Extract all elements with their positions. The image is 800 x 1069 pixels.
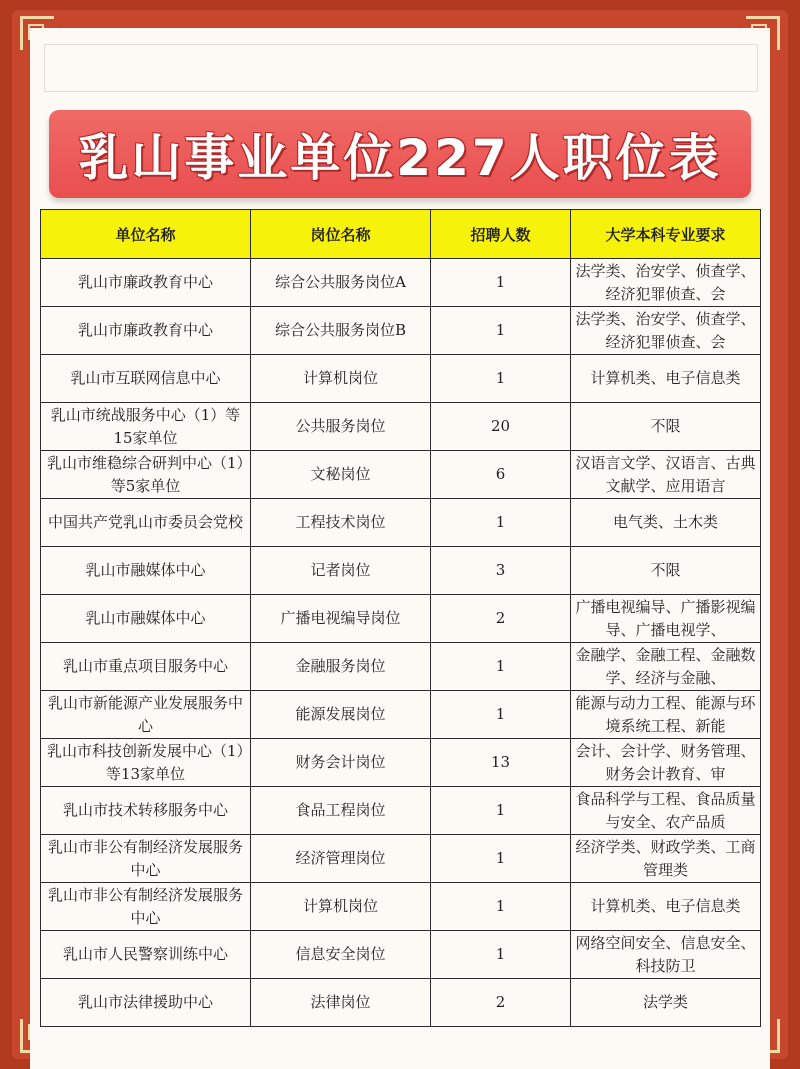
table-row: [41, 451, 761, 499]
cell-major: 计算机类、电子信息类: [571, 355, 761, 403]
cell-count: 1: [431, 835, 571, 883]
cell-unit: 乳山市人民警察训练中心: [41, 931, 251, 979]
cell-major: 电气类、土木类: [571, 499, 761, 547]
cell-count: 1: [431, 355, 571, 403]
table-row: [41, 835, 761, 883]
header-unit: 单位名称: [41, 210, 251, 259]
cell-post: 文秘岗位: [251, 451, 431, 499]
cell-post: 食品工程岗位: [251, 787, 431, 835]
cell-post: 能源发展岗位: [251, 691, 431, 739]
cell-unit: 乳山市互联网信息中心: [41, 355, 251, 403]
cell-post: 财务会计岗位: [251, 739, 431, 787]
table-row: [41, 979, 761, 1027]
cell-count: 6: [431, 451, 571, 499]
cell-major: 法学类、治安学、侦查学、经济犯罪侦查、会: [571, 307, 761, 355]
cell-unit: 乳山市法律援助中心: [41, 979, 251, 1027]
cell-unit: 乳山市非公有制经济发展服务中心: [41, 835, 251, 883]
cell-major: 不限: [571, 547, 761, 595]
cell-post: 工程技术岗位: [251, 499, 431, 547]
table-row: [41, 739, 761, 787]
cell-major: 食品科学与工程、食品质量与安全、农产品质: [571, 787, 761, 835]
cell-unit: 乳山市维稳综合研判中心（1）等5家单位: [41, 451, 251, 499]
cell-major: 汉语言文学、汉语言、古典文献学、应用语言: [571, 451, 761, 499]
cell-post: 法律岗位: [251, 979, 431, 1027]
cell-unit: 乳山市融媒体中心: [41, 595, 251, 643]
table-row: [41, 931, 761, 979]
cell-major: 经济学类、财政学类、工商管理类: [571, 835, 761, 883]
cell-count: 1: [431, 259, 571, 307]
table-row: [41, 595, 761, 643]
cell-count: 1: [431, 307, 571, 355]
cell-post: 计算机岗位: [251, 355, 431, 403]
cell-count: 1: [431, 499, 571, 547]
cell-count: 1: [431, 787, 571, 835]
cell-count: 3: [431, 547, 571, 595]
cell-major: 网络空间安全、信息安全、科技防卫: [571, 931, 761, 979]
table-row: [41, 259, 761, 307]
table-row: [41, 547, 761, 595]
table-row: [41, 643, 761, 691]
cell-count: 20: [431, 403, 571, 451]
table-row: [41, 403, 761, 451]
title-banner: [49, 110, 751, 198]
cell-post: 综合公共服务岗位A: [251, 259, 431, 307]
cell-major: 广播电视编导、广播影视编导、广播电视学、: [571, 595, 761, 643]
table-row: [41, 883, 761, 931]
table-row: [41, 307, 761, 355]
table-header-row: [41, 210, 761, 259]
cell-post: 广播电视编导岗位: [251, 595, 431, 643]
cell-post: 公共服务岗位: [251, 403, 431, 451]
cell-count: 2: [431, 595, 571, 643]
cell-count: 1: [431, 883, 571, 931]
cell-unit: 乳山市廉政教育中心: [41, 307, 251, 355]
cell-major: 不限: [571, 403, 761, 451]
cell-post: 经济管理岗位: [251, 835, 431, 883]
cell-major: 法学类、治安学、侦查学、经济犯罪侦查、会: [571, 259, 761, 307]
cell-unit: 乳山市新能源产业发展服务中心: [41, 691, 251, 739]
cell-count: 1: [431, 643, 571, 691]
page-title: 乳山事业单位227人职位表: [78, 129, 722, 187]
cell-count: 1: [431, 691, 571, 739]
cell-unit: 乳山市技术转移服务中心: [41, 787, 251, 835]
header-post: 岗位名称: [251, 210, 431, 259]
cell-count: 2: [431, 979, 571, 1027]
cell-unit: 中国共产党乳山市委员会党校: [41, 499, 251, 547]
cell-post: 计算机岗位: [251, 883, 431, 931]
cell-unit: 乳山市非公有制经济发展服务中心: [41, 883, 251, 931]
header-major: 大学本科专业要求: [571, 210, 761, 259]
cell-major: 法学类: [571, 979, 761, 1027]
cell-unit: 乳山市统战服务中心（1）等15家单位: [41, 403, 251, 451]
cell-unit: 乳山市科技创新发展中心（1）等13家单位: [41, 739, 251, 787]
cell-unit: 乳山市廉政教育中心: [41, 259, 251, 307]
cell-post: 记者岗位: [251, 547, 431, 595]
table-row: [41, 787, 761, 835]
header-count: 招聘人数: [431, 210, 571, 259]
table-row: [41, 691, 761, 739]
job-table: [40, 209, 761, 1027]
cell-post: 金融服务岗位: [251, 643, 431, 691]
header-blank-box: [44, 44, 758, 92]
cell-major: 计算机类、电子信息类: [571, 883, 761, 931]
table-row: [41, 355, 761, 403]
cell-unit: 乳山市融媒体中心: [41, 547, 251, 595]
cell-major: 会计、会计学、财务管理、财务会计教育、审: [571, 739, 761, 787]
cell-major: 能源与动力工程、能源与环境系统工程、新能: [571, 691, 761, 739]
cell-major: 金融学、金融工程、金融数学、经济与金融、: [571, 643, 761, 691]
cell-count: 1: [431, 931, 571, 979]
cell-unit: 乳山市重点项目服务中心: [41, 643, 251, 691]
table-row: [41, 499, 761, 547]
cell-post: 信息安全岗位: [251, 931, 431, 979]
cell-count: 13: [431, 739, 571, 787]
cell-post: 综合公共服务岗位B: [251, 307, 431, 355]
